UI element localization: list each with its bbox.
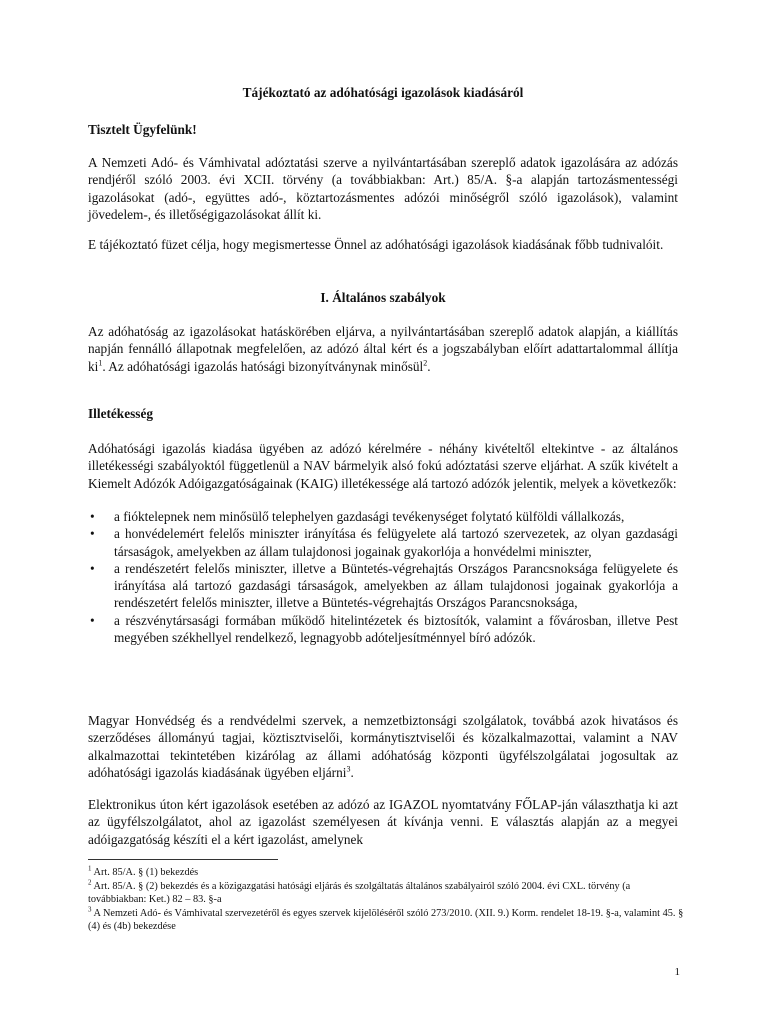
jurisdiction-paragraph-3: Elektronikus úton kért igazolások esetében az adózó az IGAZOL nyomtatvány FŐLAP-ján választhatja ki azt az ügyfélszolgálatot, ahol az igazolást személyesen át kívánja venni. E választás alapján az a megyei adóigazgatóság készíti el a kért igazolást, amelynek	[88, 797, 678, 847]
jurisdiction-paragraph-2-text: Magyar Honvédség és a rendvédelmi szervek, a nemzetbiztonsági szolgálatok, továbbá azok hivatásos és szerződéses állományú tagjai, köztisztviselői, kormánytisztviselői és közalkalmazottai, valamint a NAV alkalmazottai tekintetében kizárólag az állami adóhatóság központi ügyfélszolgálatai jogosultak az adóhatósági igazolás kiadásának ügyében eljárni	[88, 713, 678, 780]
footnote-ref-3[interactable]: 3	[346, 764, 351, 774]
general-rules-paragraph	[88, 323, 678, 375]
list-item-text: a fióktelepnek nem minősülő telephelyen gazdasági tevékenységet folytató külföldi vállalkozás,	[114, 509, 625, 524]
footnote-3	[88, 907, 688, 933]
footnote-number: 2	[88, 878, 92, 887]
general-rules-text-c: .	[427, 358, 431, 374]
footnote-text: Art. 85/A. § (1) bekezdés	[93, 867, 199, 878]
footnote-text: A Nemzeti Adó- és Vámhivatal szervezetéről és egyes szervek kijelöléséről szóló 273/2010. (XII. 9.) Korm. rendelet 18-19. §-a, valamint 45. § (4) és (4b) bekezdése	[88, 908, 684, 932]
footnote-number: 1	[88, 864, 92, 873]
jurisdiction-bullet-list	[88, 508, 678, 646]
footnote-number: 3	[88, 905, 92, 914]
footnote-divider	[88, 859, 278, 860]
list-item-text: a részvénytársasági formában működő hitelintézetek és biztosítók, valamint a fővárosban, illetve Pest megyében székhellyel rendelkező, legnagyobb adóteljesítménnyel bíró adózók.	[114, 612, 678, 646]
list-item	[88, 612, 678, 647]
document-title: Tájékoztató az adóhatósági igazolások kiadásáról	[242, 85, 524, 100]
list-item-text: a rendészetért felelős miniszter, illetve a Büntetés-végrehajtás Országos Parancsnoksága felügyelete és irányítása alá tartozó gazdasági társaságok, amelyekben az állam tulajdonosi jogainak gyakorlója a rendészetért felelős miniszter, illetve a Büntetés-végrehajtás Országos Parancsnoksága,	[114, 560, 678, 611]
intro-paragraph-1: A Nemzeti Adó- és Vámhivatal adóztatási szerve a nyilvántartásában szereplő adatok igazolására az adózás rendjéről szóló 2003. évi XCII. törvény (a továbbiakban: Art.) 85/A. §-a alapján tartozásmentességi igazolásokat (adó-, együttes adó-, köztartozásmentes adózói minőségről szóló igazolások), valamint jövedelem-, és illetőségigazolásokat állít ki.	[88, 155, 678, 222]
jurisdiction-paragraph-2-end: .	[350, 764, 354, 780]
bullet-icon: •	[90, 526, 95, 542]
bullet-icon: •	[90, 509, 95, 524]
general-rules-text-b: . Az adóhatósági igazolás hatósági bizonyítványnak minősül	[102, 358, 424, 374]
footnote-text: Art. 85/A. § (2) bekezdés és a közigazgatási hatósági eljárás és szolgáltatás általános szabályairól szóló 2004. évi CXL. törvény (a továbbiakban: Ket.) 82 – 83. §-a	[88, 881, 631, 905]
footnote-ref-1[interactable]: 1	[98, 358, 103, 368]
list-item	[88, 508, 678, 525]
intro-paragraph-2: E tájékoztató füzet célja, hogy megismertesse Önnel az adóhatósági igazolások kiadásának főbb tudnivalóit.	[88, 237, 664, 252]
list-item-text: a honvédelemért felelős miniszter irányítása és felügyelete alá tartozó szervezetek, az olyan gazdasági társaságok, amelyekben az állam tulajdonosi jogainak gyakorlója a honvédelmi miniszter,	[114, 526, 678, 559]
bullet-icon: •	[90, 612, 95, 628]
general-rules-text-a: Az adóhatóság az igazolásokat hatáskörében eljárva, a nyilvántartásában szereplő adatok alapján, a kiállítás napján fennálló állapotnak megfelelően, az adózó által kért és a jogszabályban előírt adattartalommal állítja ki	[88, 324, 678, 374]
jurisdiction-paragraph-1: Adóhatósági igazolás kiadása ügyében az adózó kérelmére - néhány kivételtől eltekintve - az általános illetékességi szabályoktól függetlenül a NAV bármelyik alsó fokú adóztatási szerve eljárhat. A szűk kivételt a Kiemelt Adózók Adóigazgatóságainak (KAIG) illetékessége alá tartozó adózók jelentik, melyek a következők:	[88, 441, 678, 491]
section-heading-general-rules: I. Általános szabályok	[320, 290, 446, 305]
list-item	[88, 525, 678, 560]
list-item	[88, 560, 678, 612]
jurisdiction-paragraph-2	[88, 712, 678, 781]
section-heading-jurisdiction: Illetékesség	[88, 406, 153, 421]
page-number: 1	[674, 966, 680, 978]
bullet-icon: •	[90, 560, 95, 576]
salutation: Tisztelt Ügyfelünk!	[88, 122, 197, 137]
footnote-ref-2[interactable]: 2	[423, 358, 428, 368]
footnote-1	[88, 866, 688, 879]
footnote-2	[88, 880, 688, 906]
